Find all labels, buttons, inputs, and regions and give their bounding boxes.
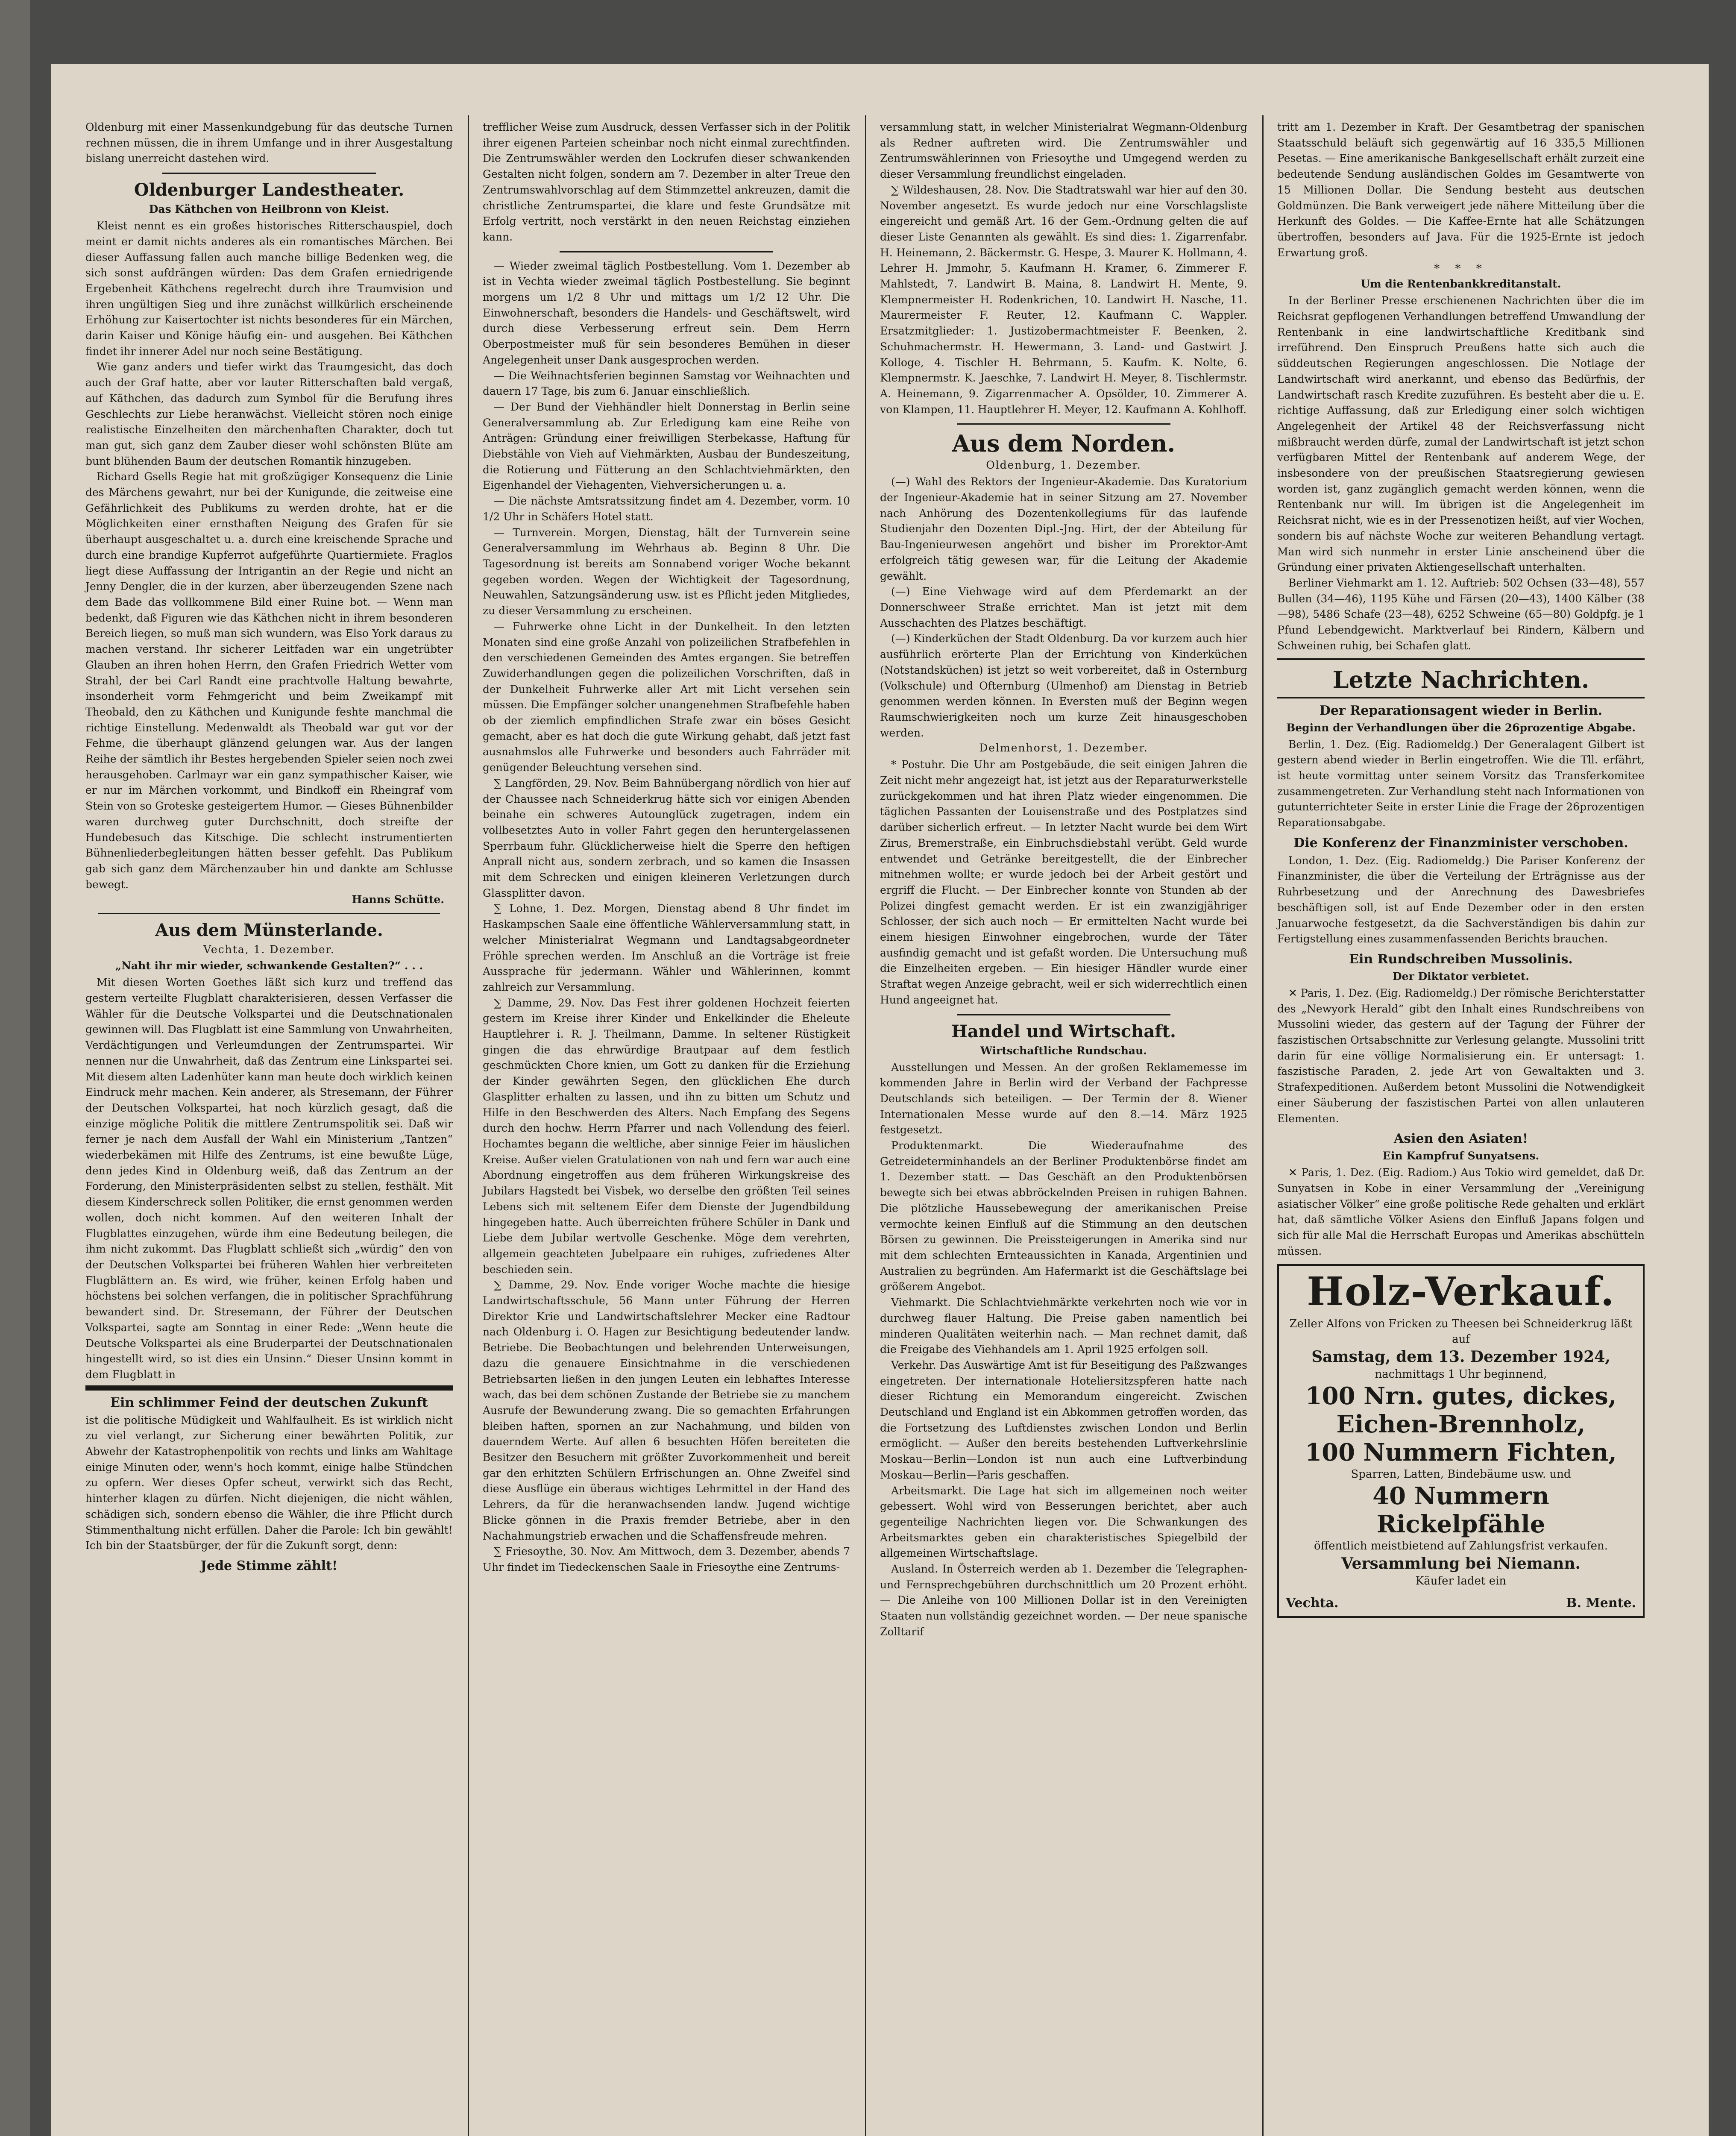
news-item: — Die Weihnachtsferien beginnen Samstag vor Weihnachten und dauern 17 Tage, bis zum 6. Januar einschließlich. bbox=[483, 369, 853, 398]
column-1 bbox=[85, 120, 456, 1576]
letzte-headline: Letzte Nachrichten. bbox=[1332, 666, 1589, 693]
news-item: — Turnverein. Morgen, Dienstag, hält der Turnverein seine Generalversammlung im Wehrhaus ab. Beginn 8 Uhr. Die Tagesordnung ist bereits am Sonnabend voriger Woche bekannt gegeben worden. Wegen der Wichtigkeit der Tagesordnung, Neuwahlen, Satzungsänderung usw. ist es Pflicht jeden Mitgliedes, zu dieser Versammlung zu erscheinen. bbox=[483, 526, 853, 617]
news-item: Viehmarkt. Die Schlachtviehmärkte verkehrten noch wie vor in durchweg flauer Haltung. Die Preise gaben namentlich bei minderen Qualitäten weiterhin nach. — Man rechnet damit, daß die Freigabe des Viehhandels am 1. April 1925 erfolgen soll. bbox=[880, 1296, 1251, 1356]
article-paragraph: trefflicher Weise zum Ausdruck, dessen Verfasser sich in der Politik ihrer eigenen Parteien scheinbar noch nicht einmal zurechtfinden. Die Zentrumswähler werden den Lockrufen dieser schwankenden Gestalten nicht folgen, sondern am 7. Dezember in alter Treue den Zentrumswahlvorschlag auf dem Stimmzettel ankreuzen, damit die christliche Zentrumspartei, die klare und feste Grundsätze mit Erfolg vertritt, noch verstärkt in den neuen Reichstag einziehen kann. bbox=[483, 121, 853, 243]
column-3 bbox=[880, 120, 1251, 1640]
news-item: Verkehr. Das Auswärtige Amt ist für Beseitigung des Paßzwanges eingetreten. Der internationale Hoteliersitzspferen hatte nach dieser Richtung ein Memorandum eingereicht. Zwischen Deutschland und England ist ein Abkommen getroffen worden, das die Fortsetzung des Luftdienstes zwischen London und Berlin ermöglicht. — Außer den bereits bestehenden Luftverkehrslinie Moskau—Berlin—London ist nun auch eine Luftverbindung Moskau—Berlin—Paris geschaffen. bbox=[880, 1358, 1251, 1481]
intro-paragraph: Oldenburg mit einer Massenkundgebung für das deutsche Turnen rechnen müssen, die in ihrem Umfange und in ihrer Ausgestaltung bislang unerreicht dastehen wird. bbox=[85, 121, 456, 165]
divider bbox=[560, 251, 773, 252]
handel-headline: Handel und Wirtschaft. bbox=[951, 1021, 1176, 1042]
market-report: Berliner Viehmarkt am 1. 12. Auftrieb: 502 Ochsen (33—48), 557 Bullen (34—46), 1195 Kühe und Färsen (20—43), 1400 Kälber (38—98), 5486 Schafe (23—48), 6252 Schweine (65—80) Goldpfg. je 1 Pfund Lebendgewicht. Marktverlauf bei Rindern, Kälbern und Schweinen ruhig, bei Schafen glatt. bbox=[1277, 576, 1648, 652]
article-paragraph: Wie ganz anders und tiefer wirkt das Traumgesicht, das doch auch der Graf hatte, aber vor lauter Ritterschaften bald vergaß, auf Käthchen, das dadurch zum Symbol für die Berufung ihres Geschlechts zur Liebe heranwächst. Vielleicht stören noch einige realistische Einzelheiten den märchenhaften Charakter, doch tut man gut, sich ganz dem Zauber dieser wohl schönsten Blüte am bunt blühenden Baum der deutschen Romantik hinzugeben. bbox=[85, 361, 456, 467]
dateline: Delmenhorst, 1. Dezember. bbox=[979, 742, 1148, 754]
handel-subtitle: Wirtschaftliche Rundschau. bbox=[980, 1044, 1147, 1057]
news-item: Ausland. In Österreich werden ab 1. Dezember die Telegraphen- und Fernsprechgebühren durchschnittlich um 20 Prozent erhöht. — Die Anleihe von 100 Millionen Dollar ist in den Vereinigten Staaten nun vollständig gezeichnet worden. — Der neue spanische Zolltarif bbox=[880, 1563, 1251, 1638]
news-item: (—) Kinderküchen der Stadt Oldenburg. Da vor kurzem auch hier ausführlich erörterte Plan der Errichtung von Kinderküchen (Notstandsküchen) ist jetzt so weit vorbereitet, daß in Osternburg (Volkschule) und Ofternburg (Ulmenhof) am Dienstag in Betrieb genommen werden können. In Eversten muß der Beginn wegen Raumschwierigkeiten noch um kurze Zeit hinausgeschoben werden. bbox=[880, 632, 1251, 739]
muenster-headline: Aus dem Münsterlande. bbox=[155, 920, 383, 941]
ad-name: B. Mente. bbox=[1566, 1596, 1636, 1611]
divider bbox=[957, 1014, 1170, 1015]
divider bbox=[162, 173, 376, 174]
ad-title: Holz-Verkauf. bbox=[1307, 1268, 1615, 1315]
dateline: Vechta, 1. Dezember. bbox=[203, 943, 335, 956]
article-paragraph: ist die politische Müdigkeit und Wahlfaulheit. Es ist wirklich nicht zu viel verlangt, zur Sicherung einer bewährten Politik, zur Abwehr der Katastrophenpolitik von rechts und links am Wahltage einige Minuten oder, wenn's hoch kommt, einige halbe Stündchen zu opfern. Wer dieses Opfer scheut, verwirkt sich das Recht, hinterher klagen zu dürfen. Nicht diejenigen, die nicht wählen, schädigen sich, sondern ebenso die Wähler, die ihre Pflicht durch Stimmenthaltung nicht erfüllen. Daher die Parole: Ich bin gewählt! Ich bin der Staatsbürger, der für die Zukunft sorgt, denn: bbox=[85, 1414, 456, 1552]
article-paragraph: ∑ Wildeshausen, 28. Nov. Die Stadtratswahl war hier auf den 30. November angesetzt. Es wurde jedoch nur eine Vorschlagsliste eingereicht und gemäß Art. 16 der Gem.-Ordnung gelten die auf dieser Liste Genannten als gewählt. Es sind dies: 1. Zigarrenfabr. H. Heinemann, 2. Bäckermstr. G. Hespe, 3. Maurer K. Hollmann, 4. Lehrer H. Jmmohr, 5. Kaufmann H. Kramer, 6. Zimmerer F. Mahlstedt, 7. Landwirt B. Maina, 8. Landwirt H. Mente, 9. Klempnermeister H. Rodenkrichen, 10. Landwirt H. Nasche, 11. Maurermeister F. Reuter, 12. Kaufmann C. Wappler. Ersatzmitglieder: 1. Justizobermachtmeister F. Beenken, 2. Schuhmachermstr. H. Hewermann, 3. Land- und Gastwirt J. Kolloge, 4. Tischler H. Behrmann, 5. Kaufm. K. Nolte, 6. Klempnermstr. K. Jaeschke, 7. Landwirt H. Meyer, 8. Tischlermstr. A. Heinemann, 9. Zigarrenmacher A. Opsölder, 10. Zimmerer A. von Klampen, 11. Hauptlehrer H. Meyer, 12. Kaufmann A. Kohlhoff. bbox=[880, 183, 1251, 416]
news-item: ∑ Damme, 29. Nov. Ende voriger Woche machte die hiesige Landwirtschaftsschule, 56 Mann unter Führung der Herren Direktor Krie und Landwirtschaftslehrer Mecker eine Radtour nach Oldenburg i. O. Hagen zur Besichtigung bedeutender landw. Betriebe. Die Beobachtungen und belehrenden Unterweisungen, dazu die genauere Einsichtnahme in die verschiedenen Betriebsarten ließen in den jungen Leuten ein lebhaftes Interesse wach, das bei dem schönen Zustande der Betriebe sie zu manchem Ausrufe der Bewunderung zwang. Die so gemachten Erfahrungen bleiben haften, spornen an zur Nachahmung, und bilden von dauerndem Werte. Auf allen 6 besuchten Höfen bereiteten die Besitzer den Besuchern mit größter Zuvorkommenheit und bereit gar den erhitzten Schülern Erfrischungen an. Ohne Zweifel sind diese Ausflüge ein überaus wichtiges Lehrmittel in der Hand des Lehrers, da für die heranwachsenden landw. Jugend wichtige Blicke gönnen in die Praxis fremder Betriebe, aber in den Nachahmungstrieb erwachen und die Schaffensfreude mehren. bbox=[483, 1279, 853, 1542]
news-item: ✕ Paris, 1. Dez. (Eig. Radiom.) Aus Tokio wird gemeldet, daß Dr. Sunyatsen in Kobe in einer Versammlung der „Vereinigung asiatischer Völker“ eine große politische Rede gehalten und erklärt hat, daß sämtliche Völker Asiens den Einfluß Japans folgen und sich für alle Mal die Herrschaft Europas und Amerikas abschütteln müssen. bbox=[1277, 1166, 1648, 1257]
letzte-nachrichten-banner bbox=[1277, 658, 1645, 698]
column-rule bbox=[468, 115, 469, 2136]
news-item: Ausstellungen und Messen. An der großen Reklamemesse im kommenden Jahre in Berlin wird der Verband der Fachpresse Deutschlands sich beteiligen. — Der Termin der 8. Wiener Internationalen Messe wurde auf den 8.—14. März 1925 festgesetzt. bbox=[880, 1061, 1251, 1136]
dateline: Oldenburg, 1. Dezember. bbox=[986, 459, 1141, 472]
news-headline: Ein Rundschreiben Mussolinis. bbox=[1349, 951, 1573, 967]
news-headline: Asien den Asiaten! bbox=[1393, 1131, 1528, 1147]
news-item: ∑ Damme, 29. Nov. Das Fest ihrer goldenen Hochzeit feierten gestern im Kreise ihrer Kinder und Enkelkinder die Eheleute Hauptlehrer i. R. J. Theilmann, Damme. In seltener Rüstigkeit gingen die das ehrwürdige Brautpaar auf dem festlich geschmückten Chore knien, um Gott zu danken für die Erziehung der Kinder gewährten Segen, den glücklichen Ehe durch Glasplitter erhalten zu lassen, und ihn zu bitten um Schutz und Hilfe in den Beschwerden des Alters. Nach Empfang des Segens durch den hochw. Herrn Pfarrer und nach Vollendung des feierl. Hochamtes begann die weltliche, aber sinnige Feier im häuslichen Kreise. Außer vielen Gratulationen von nah und fern war auch eine Abordnung eingetroffen aus dem früheren Wirkungskreise des Jubilars Hagstedt bei Visbek, wo derselbe den größten Teil seines Lebens sich mit seltenem Eifer dem Dienste der Jugendbildung hingegeben hatte. Auch überreichten frühere Schüler in Dank und Liebe dem Jubilar wertvolle Geschenke. Möge dem verehrten, allgemein geachteten Jubelpaare ein ruhiges, zufriedenes Alter beschieden sein. bbox=[483, 996, 853, 1276]
ad-item: 40 Nummern Rickelpfähle bbox=[1372, 1482, 1549, 1539]
news-item: — Wieder zweimal täglich Postbestellung. Vom 1. Dezember ab ist in Vechta wieder zweimal täglich Postbestellung. Sie beginnt morgens um 1/2 8 Uhr und mittags um 1/2 12 Uhr. Die Einwohnerschaft, besonders die Handels- und Geschäftswelt, wird durch diese Verbesserung erfreut sein. Dem Herrn Oberpostmeister muß für sein besonderes Bemühen in dieser Angelegenheit unser Dank ausgesprochen werden. bbox=[483, 259, 853, 366]
theater-headline: Oldenburger Landestheater. bbox=[134, 180, 405, 200]
author-signature: Hanns Schütte. bbox=[352, 893, 444, 906]
news-item: London, 1. Dez. (Eig. Radiomeldg.) Die Pariser Konferenz der Finanzminister, die über die Verteilung der Erträgnisse aus der Ruhrbesetzung und der Anrechnung des Dawesbriefes beschäftigen soll, ist auf Ende Dezember oder in den ersten Januarwoche festgesetzt, da die Sachverständigen bis dahin zur Fertigstellung eines zusammenfassenden Berichts brauchen. bbox=[1277, 854, 1648, 945]
news-item: (—) Wahl des Rektors der Ingenieur-Akademie. Das Kuratorium der Ingenieur-Akademie hat in seiner Sitzung am 27. November nach Anhörung des Dozentenkollegiums für das laufende Studienjahr den Dozenten Dipl.-Jng. Hirt, der der Abteilung für Bau-Ingenieurwesen angehört und bisher im Prorektor-Amt erfolgreich tätig gewesen war, für die Leitung der Akademie gewählt. bbox=[880, 475, 1251, 582]
norden-headline: Aus dem Norden. bbox=[952, 430, 1176, 458]
ad-date: Samstag, dem 13. Dezember 1924, bbox=[1311, 1348, 1610, 1366]
column-4 bbox=[1277, 120, 1648, 1618]
article-paragraph: In der Berliner Presse erschienenen Nachrichten über die im Reichsrat gepflogenen Verhandlungen betreffend Umwandlung der Rentenbank in eine landwirtschaftliche Kreditbank sind irreführend. Den Einspruch Preußens hatte sich auch die süddeutschen Regierungen angeschlossen. Die Notlage der Landwirtschaft wird anerkannt, und ebenso das Bedürfnis, der Landwirtschaft rasch Kredite zuzuführen. Es besteht aber die u. E. richtige Auffassung, daß zur Erledigung einer solch wichtigen Angelegenheit der Artikel 48 der Reichsverfassung nicht mißbraucht werden dürfe, zumal der Landwirtschaft ist jetzt schon verfügbaren Mittel der Rentenbank auf anderem Wege, der insbesondere von der preußischen Staatsregierung gewiesen worden ist, ganz zugänglich gemacht werden können, wenn die Rentenbank nur will. Im übrigen ist die Angelegenheit im Reichsrat nicht, wie es in der Pressenotizen heißt, auf vier Wochen, sondern bis auf nächste Woche zur weiteren Behandlung vertagt. Man wird sich nunmehr in erster Linie anscheinend über die Gründung einer privaten Aktiengesellschaft unterhalten. bbox=[1277, 294, 1648, 574]
article-paragraph: Richard Gsells Regie hat mit großzügiger Konsequenz die Linie des Märchens gewahrt, nur bei der Kunigunde, die zeitweise eine Gefährlichkeit des Publikums zu werden drohte, hat er die Möglichkeiten einer ernsthaften Neigung des Grafen für sie überhaupt ausgeschaltet u. a. durch eine kreischende Sprache und durch eine brandige Kupferrot aufgeführte Quartiermiete. Fraglos liegt diese Auffassung der Intrigantin an der Regie und nicht an Jenny Dengler, die in der kurzen, aber überzeugenden Szene nach dem Bade das vollkommene Bild einer Ruine bot. — Wenn man bedenkt, daß Figuren wie das Käthchen nicht in ihrem besonderen Bereich liegen, so muß man sich wundern, was Elso York daraus zu machen verstand. Ihr sicherer Leitfaden war ein ungetrübter Glauben an ihren hohen Herrn, den Grafen Friedrich Wetter vom Strahl, der bei Carl Randt eine prachtvolle Haltung bewahrte, insonderheit vorm Fehmgericht und beim Zweikampf mit Theobald, den zu Käthchen und Kunigunde feshte manchmal die richtige Einstellung. Medenwaldt als Theobald war gut vor der Fehme, die überhaupt glänzend gelungen war. Aus der langen Reihe der sämtlich ihr Bestes hergebenden Spieler seien noch zwei herausgehoben. Carlmayr war ein ganz sympathischer Kaiser, wie er nur im Märchen vorkommt, und Bindkoff ein Rheingraf vom Stein von so Groteske gesteigertem Humor. — Gieses Bühnenbilder waren durchweg guter Durchschnitt, doch streifte der Hundebesuch das Kitschige. Die schlecht instrumentierten Bühnenliederbegleitungen hätten besser gefehlt. Das Publikum gab sich ganz dem Märchenzauber hin und dankte am Schlusse bewegt. bbox=[85, 470, 456, 891]
feind-headline: Ein schlimmer Feind der deutschen Zukunft bbox=[110, 1395, 428, 1410]
news-item: Arbeitsmarkt. Die Lage hat sich im allgemeinen noch weiter gebessert. Wohl wird von Besserungen berichtet, aber auch gegenteilige Nachrichten liegen vor. Die Schwankungen des Arbeitsmarktes geben ein charakteristisches Spiegelbild der allgemeinen Wirtschaftslage. bbox=[880, 1484, 1251, 1560]
renten-headline: Um die Rentenbankkreditanstalt. bbox=[1361, 278, 1561, 290]
ad-line: nachmittags 1 Uhr beginnend, bbox=[1375, 1368, 1547, 1381]
ad-item: Eichen-Brennholz, bbox=[1336, 1410, 1586, 1439]
column-rule bbox=[865, 115, 866, 2136]
news-item: * Postuhr. Die Uhr am Postgebäude, die seit einigen Jahren die Zeit nicht mehr angezeigt hat, ist jetzt aus der Reparaturwerkstelle zurückgekommen und hat ihren Platz wieder eingenommen. Die täglichen Passanten der Louisenstraße und des Postplatzes sind darüber sicherlich erfreut. — In letzter Nacht wurde bei dem Wirt Zirus, Bremerstraße, ein Einbruchsdiebstahl verübt. Geld wurde entwendet und Getränke bereitgestellt, die der Einbrecher mitnehmen wollte; er wurde jedoch bei der Arbeit gestört und ergriff die Flucht. — Der Einbrecher konnte von Stunden ab der Polizei dingfest gemacht werden. Er ist ein zwanzigjähriger Schlosser, der sich auch noch — Er ermittelten Nacht wurde bei einem hiesigen Einwohner eingebrochen, wurde der Täter ausfindig gemacht und ist gefaßt worden. Die Untersuchung muß die Einzelheiten ergeben. — Ein hiesiger Händler wurde einer Straftat wegen Anzeige gebracht, weil er sich widerrechtlich einen Hund angeeignet hat. bbox=[880, 758, 1251, 1006]
news-item: Produktenmarkt. Die Wiederaufnahme des Getreideterminhandels an der Berliner Produktenbörse findet am 1. Dezember statt. — Das Geschäft an den Produktenbörsen bewegte sich bei etwas abbröckelnden Preisen in ruhigen Bahnen. Die plötzliche Haussebewegung der amerikanischen Preise vermochte keinen Einfluß auf die Stimmung an den deutschen Börsen zu gewinnen. Die Preissteigerungen in Amerika sind nur mit dem schlechten Ernteaussichten in Kanada, Argentinien und Australien zu begründen. Am Hafermarkt ist die Geschäftslage bei größerem Angebot. bbox=[880, 1139, 1251, 1293]
ad-footer bbox=[1286, 1594, 1636, 1613]
article-paragraph: Mit diesen Worten Goethes läßt sich kurz und treffend das gestern verteilte Flugblatt charakterisieren, dessen Verfasser die Wähler für die Deutsche Volkspartei und die Deutschnationalen gewinnen will. Das Flugblatt ist eine Sammlung von Unwahrheiten, Verdächtigungen und Verleumdungen der Zentrumspartei. Wir nennen nur die Unwahrheit, daß das Zentrum eine Linkspartei sei. Mit diesem alten Ladenhüter kann man heute doch wirklich keinen Eindruck mehr machen. Kein anderer, als Stresemann, der Führer der Deutschen Volkspartei, hat noch kürzlich gesagt, daß die einzige mögliche Politik die mittlere Zentrumspolitik sei. Daß wir ferner je nach dem Ausfall der Wahl ein Ministerium „Tantzen“ wiederbekämen mit Hilfe des Zentrums, ist eine bewußte Lüge, denn jedes Kind in Oldenburg weiß, daß das Zentrum an der Forderung, den Ministerpräsidenten selbst zu stellen, festhält. Mit diesem Kinderschreck sollen Politiker, die ernst genommen werden wollen, doch nicht kommen. Auf den weiteren Inhalt der Flugblattes einzugehen, würde ihm eine Bedeutung beilegen, die ihm nicht zukommt. Das Flugblatt schließt sich „würdig“ den von der Deutschen Volkspartei bei früheren Wahlen hier verbreiteten Flugblättern an. Es wird, wie früher, keinen Erfolg haben und höchstens bei solchen verfangen, die in politischer Sprachführung bewandert sind. Dr. Stresemann, der Führer der Deutschen Volkspartei, sagte am Sonntag in einer Rede: „Wenn heute die Deutsche Volkspartei als eine Bruderpartei der Deutschnationalen hingestellt wird, so ist dies ein Unsinn.“ Dieser Unsinn kommt in dem Flugblatt in bbox=[85, 976, 456, 1381]
news-item: ∑ Langförden, 29. Nov. Beim Bahnübergang nördlich von hier auf der Chaussee nach Schneiderkrug hätte sich vor einigen Abenden beinahe ein schweres Autounglück zugetragen, indem ein vollbesetztes Auto in voller Fahrt gegen den heruntergelassenen Sperrbaum fuhr. Glücklicherweise hielt die Sperre den heftigen Anprall nicht aus, sondern zerbrach, und so kamen die Insassen mit dem Schrecken und einigen kleineren Verletzungen durch Glassplitter davon. bbox=[483, 777, 853, 899]
ad-line: Zeller Alfons von Fricken zu Theesen bei Schneiderkrug läßt auf bbox=[1289, 1317, 1633, 1346]
ad-place: Vechta. bbox=[1286, 1596, 1339, 1611]
news-item: (—) Eine Viehwage wird auf dem Pferdemarkt an der Donnerschweer Straße errichtet. Man ist jetzt mit dem Ausschachten des Platzes beschäftigt. bbox=[880, 585, 1251, 629]
column-2 bbox=[483, 120, 853, 1576]
ad-line: Sparren, Latten, Bindebäume usw. und bbox=[1351, 1468, 1571, 1481]
article-paragraph: tritt am 1. Dezember in Kraft. Der Gesamtbetrag der spanischen Staatsschuld beläuft sich gegenwärtig auf 16 335,5 Millionen Pesetas. — Eine amerikanische Bankgesellschaft erhält zurzeit eine bedeutende Sendung ausländischen Goldes im Gesamtwerte von 15 Millionen Dollar. Die Sendung besteht aus deutschen Goldmünzen. Die Bank verweigert jede nähere Mitteilung über die Herkunft des Goldes. — Die Kaffee-Ernte hat alle Schätzungen übertroffen, besonders auf Java. Für die 1925-Ernte ist jedoch Erwartung groß. bbox=[1277, 121, 1648, 259]
article-paragraph: versammlung statt, in welcher Ministerialrat Wegmann-Oldenburg als Redner auftreten wird. Die Zentrumswähler und Zentrumswählerinnen von Friesoythe und Umgegend werden zu dieser Versammlung freundlichst eingeladen. bbox=[880, 121, 1251, 181]
divider bbox=[957, 423, 1170, 425]
news-subtitle: Der Diktator verbietet. bbox=[1393, 970, 1529, 983]
ad-line: öffentlich meistbietend auf Zahlungsfrist verkaufen. bbox=[1314, 1540, 1608, 1553]
column-rule bbox=[1262, 115, 1264, 2136]
ad-line: Versammlung bei Niemann. bbox=[1341, 1555, 1581, 1573]
news-subtitle: Ein Kampfruf Sunyatsens. bbox=[1382, 1150, 1540, 1162]
ad-line: Käufer ladet ein bbox=[1415, 1575, 1507, 1588]
news-subtitle: Beginn der Verhandlungen über die 26prozentige Abgabe. bbox=[1286, 721, 1636, 734]
news-item: — Fuhrwerke ohne Licht in der Dunkelheit. In den letzten Monaten sind eine große Anzahl von polizeilichen Strafbefehlen in den verschiedenen Gemeinden des Amtes ergangen. Sie betreffen Zuwiderhandlungen gegen die polizeilichen Vorschriften, daß in der Dunkelheit Fuhrwerke aller Art mit Licht versehen sein müssen. Die Empfänger solcher unangenehmen Strafbefehle haben ob der ziemlich empfindlichen Strafe zwar ein böses Gesicht gemacht, aber es hat doch die gute Wirkung gehabt, daß jetzt fast ausnahmslos alle Fuhrwerke und besonders auch Fahrräder mit genügender Beleuchtung versehen sind. bbox=[483, 620, 853, 774]
muenster-subtitle: „Naht ihr mir wieder, schwankende Gestalten?“ . . . bbox=[115, 959, 423, 972]
ad-item: 100 Nrn. gutes, dickes, bbox=[1305, 1382, 1617, 1411]
newspaper-page bbox=[51, 64, 1709, 2136]
heavy-rule bbox=[85, 1385, 453, 1391]
scan-left-edge bbox=[0, 0, 30, 2136]
ad-item: 100 Nummern Fichten, bbox=[1305, 1438, 1617, 1467]
news-item: Berlin, 1. Dez. (Eig. Radiomeldg.) Der Generalagent Gilbert ist gestern abend wieder in Berlin eingetroffen. Wie die Tll. erfährt, ist heute vormittag unter seinem Vorsitz das Transferkomitee zusammengetreten. Zur Verhandlung steht nach Informationen von gutunterrichteter Seite in erster Linie die Frage der 26prozentigen Reparationsabgabe. bbox=[1277, 738, 1648, 829]
closing-slogan: Jede Stimme zählt! bbox=[200, 1558, 338, 1573]
news-item: — Der Bund der Viehhändler hielt Donnerstag in Berlin seine Generalversammlung ab. Zur Erledigung kam eine Reihe von Anträgen: Gründung einer freiwilligen Sterbekasse, Haftung für Diebstähle von Vieh auf Viehmärkten, Ausbau der Bundeszeitung, die Rotierung und Fütterung an den Schlachtviehmärkten, den Eigenhandel der Viehagenten, Viehversicherungen u. a. bbox=[483, 400, 853, 492]
holz-verkauf-advertisement bbox=[1277, 1264, 1645, 1618]
news-headline: Die Konferenz der Finanzminister verschoben. bbox=[1293, 835, 1628, 851]
divider bbox=[98, 913, 440, 914]
news-item: ∑ Friesoythe, 30. Nov. Am Mittwoch, dem 3. Dezember, abends 7 Uhr findet im Tiedeckenschen Saale in Friesoythe eine Zentrums- bbox=[483, 1545, 853, 1573]
article-paragraph: Kleist nennt es ein großes historisches Ritterschauspiel, doch meint er damit nichts anderes als ein romantisches Märchen. Bei dieser Auffassung fallen auch manche billige Bedenken weg, die sich sonst aufdrängen würden: Das dem Grafen erniedrigende Ergebenheit Käthchens regelrecht durch ihre Traumvision und ihren ungültigen Sieg und ihre zunächst willkürlich erscheinende Erhöhung zur Kaisertochter ist nichts besonderes für ein Märchen, darin Kaiser und Könige häufig ein- und ausgehen. Bei Käthchen findet ihr innerer Adel nur noch seine Bestätigung. bbox=[85, 220, 456, 358]
section-stars: * * * bbox=[1434, 262, 1488, 276]
news-item: ∑ Lohne, 1. Dez. Morgen, Dienstag abend 8 Uhr findet im Haskampschen Saale eine öffentliche Wählerversammlung statt, in welcher Ministerialrat Wegmann und Landtagsabgeordneter Fröhle sprechen werden. Im Anschluß an die Vorträge ist freie Aussprache für jedermann. Wähler und Wählerinnen, kommt zahlreich zur Versammlung. bbox=[483, 902, 853, 993]
theater-subtitle: Das Käthchen von Heilbronn von Kleist. bbox=[149, 203, 390, 216]
news-headline: Der Reparationsagent wieder in Berlin. bbox=[1319, 703, 1603, 718]
news-item: — Die nächste Amtsratssitzung findet am 4. Dezember, vorm. 10 1/2 Uhr in Schäfers Hotel statt. bbox=[483, 495, 853, 523]
news-item: ✕ Paris, 1. Dez. (Eig. Radiomeldg.) Der römische Berichterstatter des „Newyork Herald“ gibt den Inhalt eines Rundschreibens von Mussolini wieder, das gestern auf der Tagung der Führer der faszistischen Ortsabschnitte zur Verlesung gelangte. Mussolini tritt darin für eine völlige Normalisierung ein. Er untersagt: 1. faszistische Paraden, 2. jede Art von Gewaltakten und 3. Strafexpeditionen. Außerdem betont Mussolini die Notwendigkeit einer Säuberung der faszistischen Partei von allen unlauteren Elementen. bbox=[1277, 986, 1648, 1125]
